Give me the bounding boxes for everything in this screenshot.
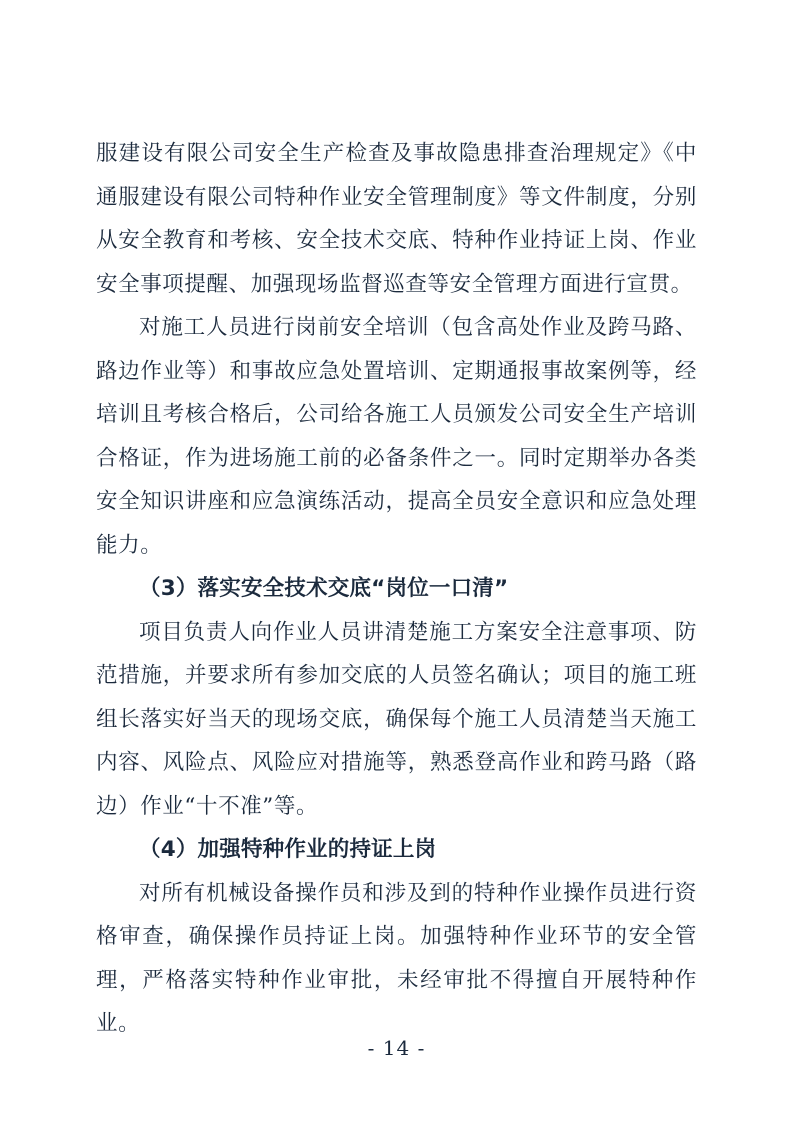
heading-item-3: （3）落实安全技术交底“岗位一口清”: [139, 576, 509, 601]
paragraph-safety-training: 对施工人员进行岗前安全培训（包含高处作业及跨马路、路边作业等）和事故应急处置培训、定期通报事故案例等，经培训且考核合格后，公司给各施工人员颁发公司安全生产培训合格证，作为进场施工前的必备条件之一。同时定期举办各类安全知识讲座和应急演练活动，提高全员安全意识和应急处理能力。: [96, 315, 697, 558]
page-number-footer: - 14 -: [367, 1036, 426, 1060]
heading-item-4: （4）加强特种作业的持证上岗: [139, 837, 437, 862]
paragraph-technical-disclosure: 项目负责人向作业人员讲清楚施工方案安全注意事项、防范措施，并要求所有参加交底的人员签名确认；项目的施工班组长落实好当天的现场交底，确保每个施工人员清楚当天施工内容、风险点、风险应对措施等，熟悉登高作业和跨马路（路边）作业“十不准”等。: [96, 619, 697, 819]
document-body: [96, 132, 697, 1046]
paragraph-continued: 服建设有限公司安全生产检查及事故隐患排查治理规定》《中通服建设有限公司特种作业安全管理制度》等文件制度，分别从安全教育和考核、安全技术交底、特种作业持证上岗、作业安全事项提醒、加强现场监督巡查等安全管理方面进行宣贯。: [96, 141, 697, 297]
paragraph-special-operations: 对所有机械设备操作员和涉及到的特种作业操作员进行资格审查，确保操作员持证上岗。加强特种作业环节的安全管理，严格落实特种作业审批，未经审批不得擅自开展特种作业。: [96, 880, 697, 1036]
